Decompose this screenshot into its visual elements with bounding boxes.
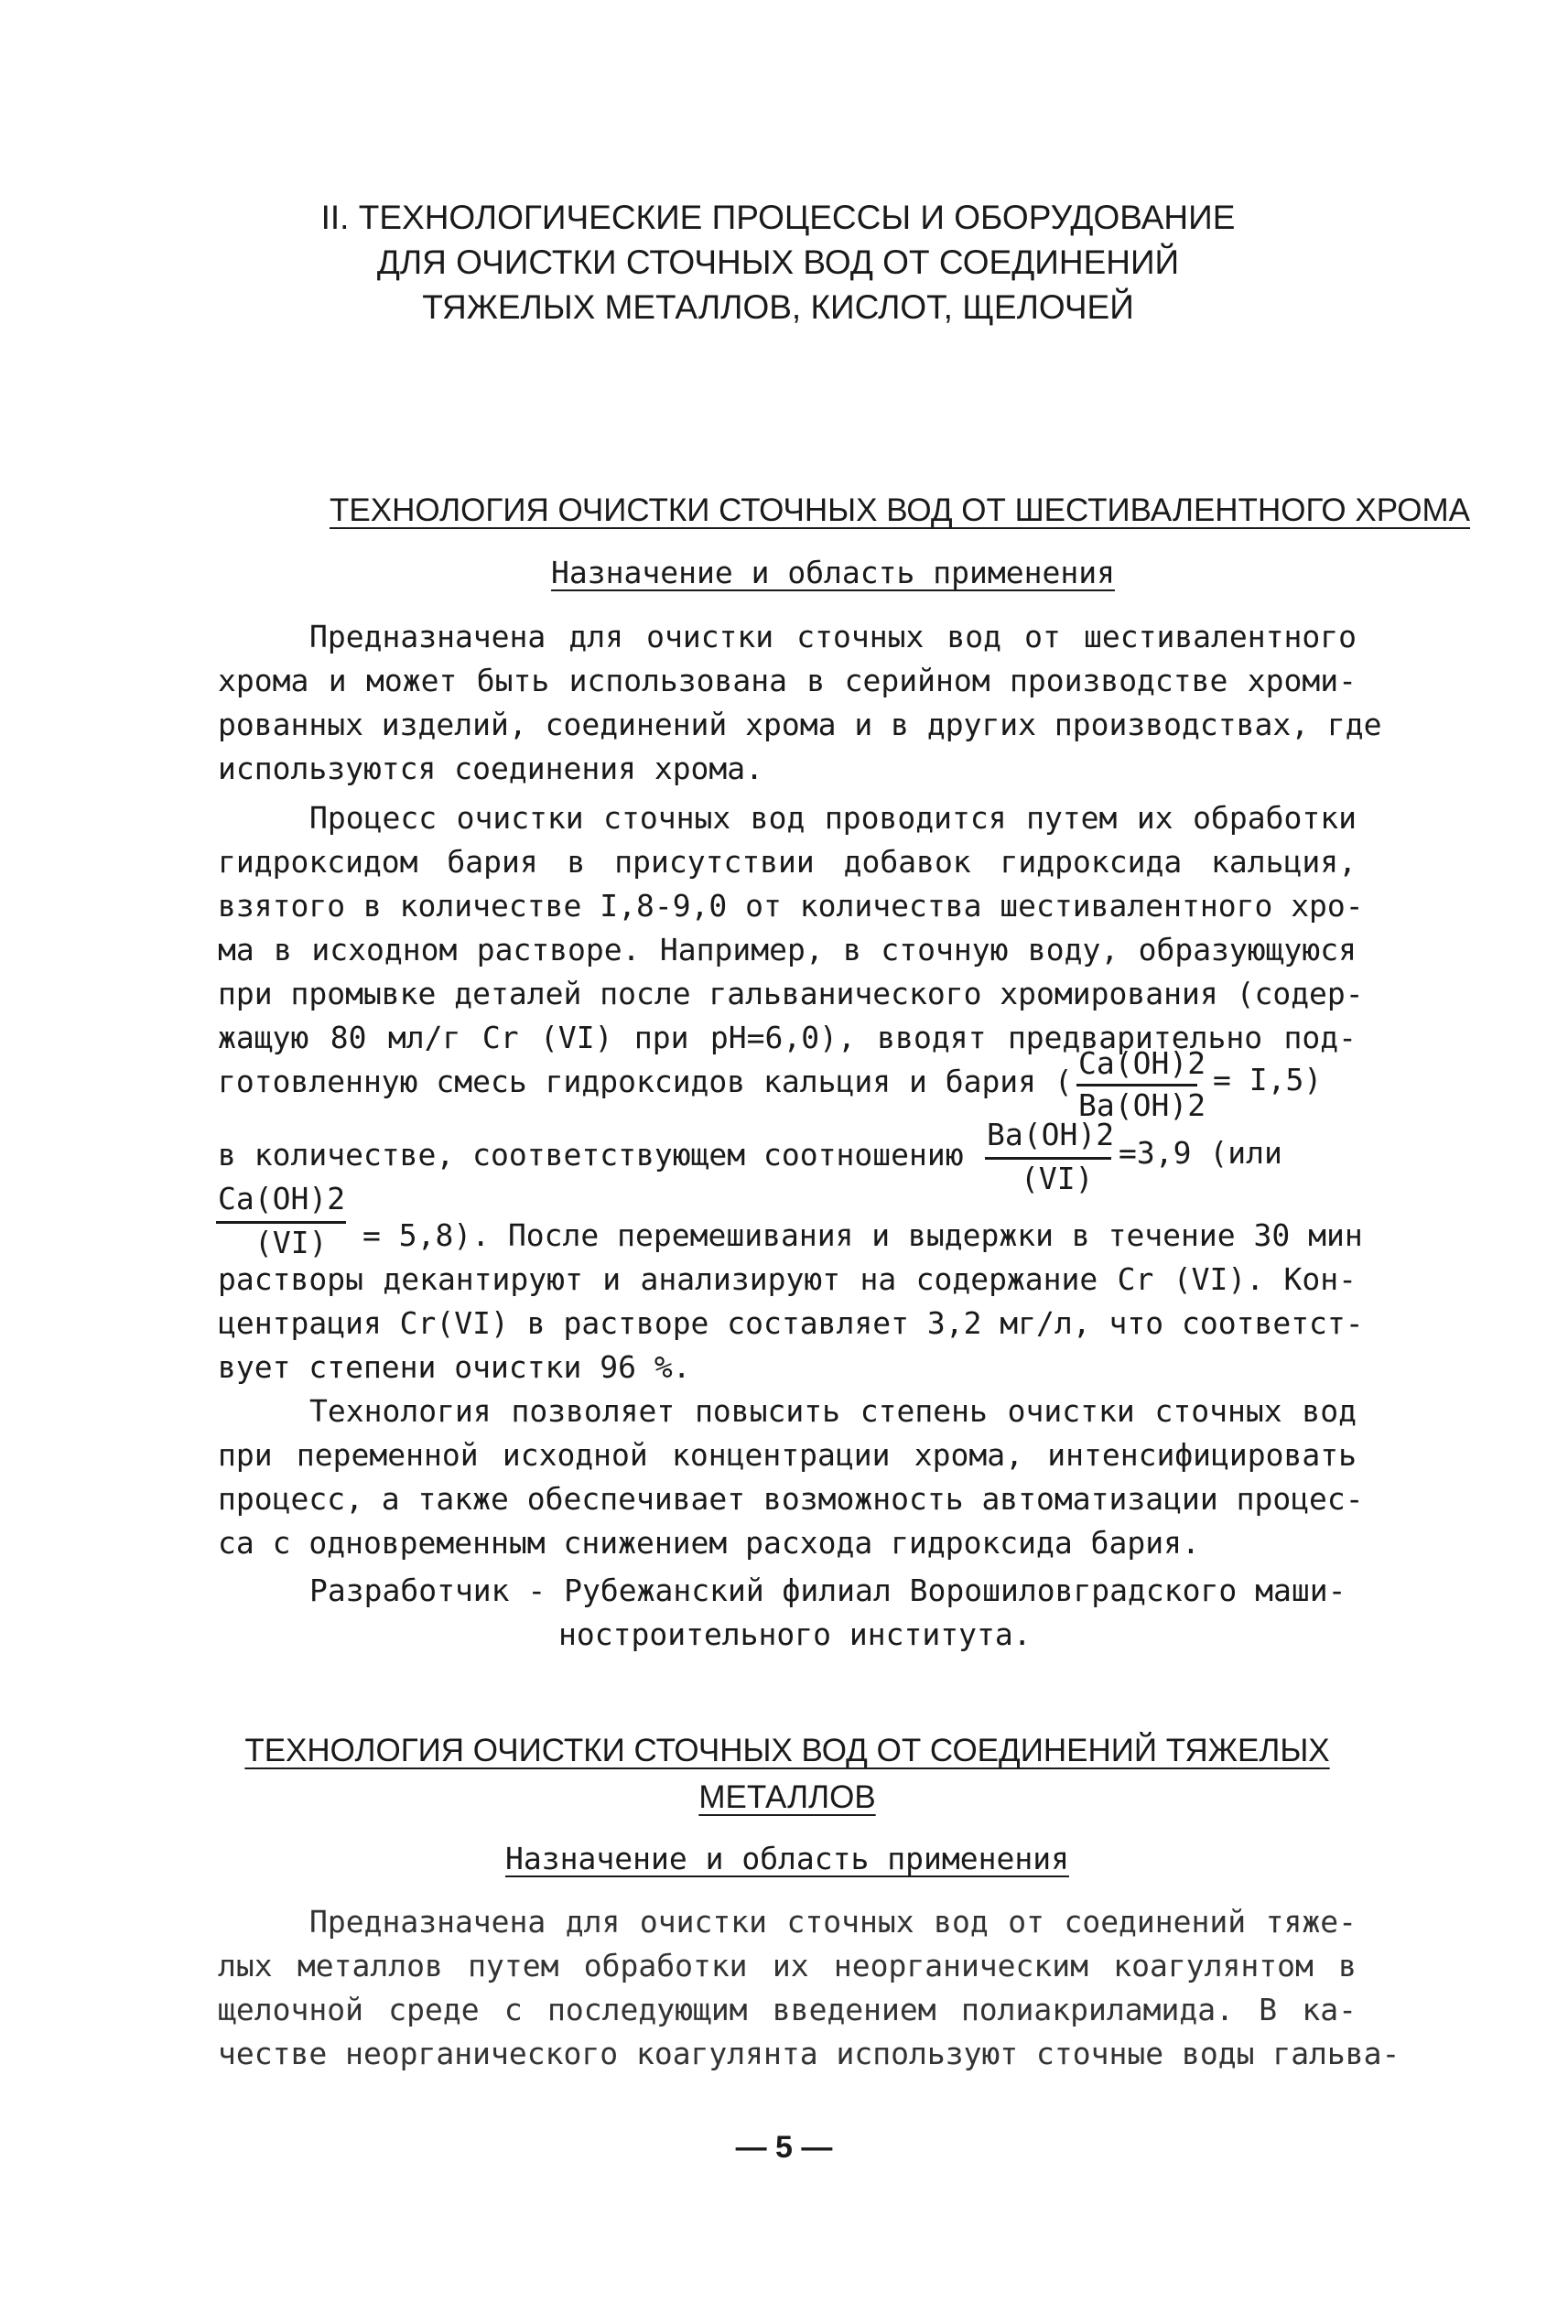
developer-line-2: ностроительного института. — [558, 1616, 1032, 1652]
fraction-3-denominator: (VI) — [254, 1225, 328, 1260]
text-line: растворы декантируют и анализируют на содержание Cr (VI). Кон- — [218, 1261, 1357, 1297]
text-line: при переменной исходной концентрации хрома, интенсифицировать — [218, 1437, 1357, 1473]
fraction-2-numerator: Ba(OH)2 — [987, 1117, 1115, 1152]
fraction-1-value: = I,5) — [1213, 1062, 1323, 1097]
text-line: при промывке деталей после гальванического хромирования (содер- — [218, 976, 1364, 1011]
section-1-title: ТЕХНОЛОГИЯ ОЧИСТКИ СТОЧНЫХ ВОД ОТ ШЕСТИВАЛЕНТНОГО ХРОМА — [330, 492, 1471, 528]
fraction-2-value: =3,9 (или — [1119, 1135, 1282, 1171]
developer-line-1: Разработчик - Рубежанский филиал Ворошиловградского маши- — [309, 1573, 1346, 1608]
section-2-title-line-2: МЕТАЛЛОВ — [698, 1779, 876, 1815]
text-line: вует степени очистки 96 %. — [218, 1349, 691, 1385]
text-line: рованных изделий, соединений хрома и в других производствах, где — [218, 707, 1382, 742]
section-1-paragraph-3 — [218, 1389, 1364, 1565]
fraction-1-bar — [1076, 1084, 1197, 1086]
section-2-title-line-1: ТЕХНОЛОГИЯ ОЧИСТКИ СТОЧНЫХ ВОД ОТ СОЕДИНЕНИЙ ТЯЖЕЛЫХ — [244, 1733, 1330, 1768]
text-line: хрома и может быть использована в серийном производстве хроми- — [218, 663, 1357, 698]
section-1-paragraph-2 — [218, 796, 1364, 1060]
chapter-title-line-3: ТЯЖЕЛЫХ МЕТАЛЛОВ, КИСЛОТ, ЩЕЛОЧЕЙ — [422, 288, 1134, 326]
text-line: Предназначена для очистки сточных вод от соединений тяже- — [309, 1904, 1357, 1940]
text-line: щелочной среде с последующим введением полиакриламида. В ка- — [218, 1992, 1357, 2027]
fraction-2-denominator: (VI) — [1021, 1161, 1094, 1196]
text-line: используются соединения хрома. — [218, 751, 764, 786]
section-2-subtitle: Назначение и область применения — [505, 1841, 1069, 1876]
text-line: центрация Cr(VI) в растворе составляет 3,2 мг/л, что соответст- — [218, 1305, 1364, 1341]
text-line: Технология позволяет повысить степень очистки сточных вод — [309, 1393, 1357, 1429]
section-1-subtitle: Назначение и область применения — [551, 555, 1115, 590]
fraction-3-numerator: Ca(OH)2 — [218, 1181, 346, 1216]
page-number: — 5 — — [735, 2130, 833, 2165]
text-line: честве неорганического коагулянта используют сточные воды гальва- — [218, 2036, 1400, 2071]
fraction-1-denominator: Ba(OH)2 — [1078, 1087, 1206, 1123]
section-1-paragraph-1 — [218, 615, 1382, 791]
section-2-paragraph-1 — [218, 1900, 1400, 2076]
text-line: лых металлов путем обработки их неорганическим коагулянтом в — [218, 1948, 1357, 1984]
section-1-paragraph-2-tail — [218, 1214, 1364, 1389]
text-line: Процесс очистки сточных вод проводится путем их обработки — [309, 800, 1357, 836]
text-line: процесс, а также обеспечивает возможность автоматизации процес- — [218, 1481, 1364, 1517]
chapter-title-line-2: ДЛЯ ОЧИСТКИ СТОЧНЫХ ВОД ОТ СОЕДИНЕНИЙ — [376, 243, 1180, 281]
text-line: са с одновременным снижением расхода гидроксида бария. — [218, 1525, 1200, 1561]
text-line: Предназначена для очистки сточных вод от шестивалентного — [309, 619, 1357, 654]
fraction-1-numerator: Ca(OH)2 — [1078, 1045, 1206, 1081]
ratio-line-prefix: в количестве, соответствующем соотношению — [218, 1137, 964, 1173]
text-line: гидроксидом бария в присутствии добавок гидроксида кальция, — [218, 844, 1357, 880]
fraction-2-bar — [985, 1157, 1111, 1160]
text-line: = 5,8). После перемешивания и выдержки в течение 30 мин — [362, 1217, 1363, 1253]
text-line: взятого в количестве I,8-9,0 от количества шестивалентного хро- — [218, 888, 1364, 924]
chapter-title-line-1: II. ТЕХНОЛОГИЧЕСКИЕ ПРОЦЕССЫ И ОБОРУДОВАНИЕ — [320, 199, 1236, 236]
text-line: готовленную смесь гидроксидов кальция и бария ( — [218, 1064, 1073, 1099]
text-line: жащую 80 мл/г Cr (VI) при pH=6,0), вводят предварительно под- — [218, 1020, 1357, 1055]
text-line: ма в исходном растворе. Например, в сточную воду, образующуюся — [218, 932, 1357, 967]
